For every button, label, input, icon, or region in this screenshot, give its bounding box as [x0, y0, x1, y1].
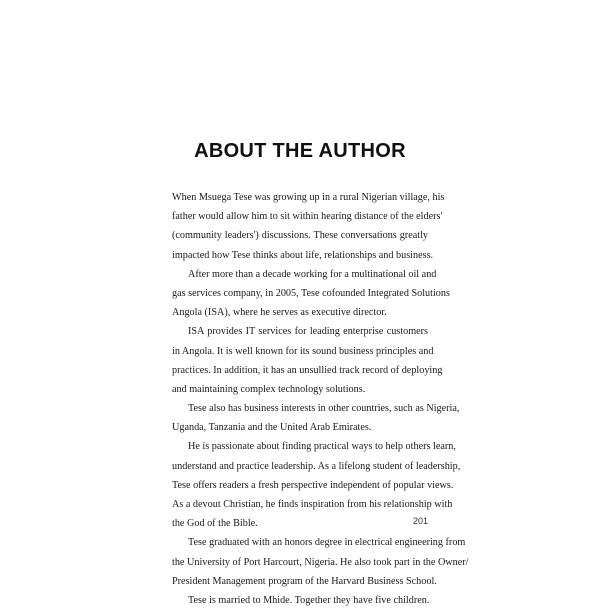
text-line: understand and practice leadership. As a lifelong student of leadership, [172, 460, 461, 472]
text-line: After more than a decade working for a multinational oil and [188, 268, 437, 280]
paragraph [172, 322, 443, 399]
text-line: father would allow him to sit within hearing distance of the elders' [172, 211, 443, 223]
text-line: Tese is married to Mhide. Together they have five children. [188, 594, 430, 606]
text-line: Tese also has business interests in other countries, such as Nigeria, [188, 403, 460, 415]
paragraph [172, 399, 460, 437]
text-line: impacted how Tese thinks about life, relationships and business. [172, 249, 434, 261]
page-title: ABOUT THE AUTHOR [194, 140, 406, 162]
text-line: the God of the Bible. [172, 518, 258, 530]
text-line: When Msuega Tese was growing up in a rural Nigerian village, his [172, 192, 445, 203]
text-line: gas services company, in 2005, Tese cofounded Integrated Solutions [172, 287, 450, 299]
paragraph [172, 188, 445, 265]
text-line: As a devout Christian, he finds inspiration from his relationship with [172, 499, 453, 510]
text-line: and maintaining complex technology solutions. [172, 383, 366, 395]
text-line: practices. In addition, it has an unsullied track record of deploying [172, 364, 443, 376]
paragraph [172, 533, 469, 591]
text-line: the University of Port Harcourt, Nigeria. He also took part in the Owner/ [172, 556, 469, 568]
paragraph [172, 265, 450, 323]
text-line: in Angola. It is well known for its sound business principles and [172, 345, 434, 357]
paragraph [172, 437, 461, 533]
text-line: ISA provides IT services for leading enterprise customers [188, 326, 428, 338]
body-text [172, 188, 469, 610]
paragraph [172, 591, 428, 610]
text-line: He is passionate about finding practical ways to help others learn, [188, 441, 456, 453]
text-line: Tese offers readers a fresh perspective independent of popular views. [172, 479, 454, 491]
text-line: Tese graduated with an honors degree in electrical engineering from [188, 537, 466, 549]
text-line: President Management program of the Harvard Business School. [172, 575, 437, 587]
text-line: (community leaders') discussions. These conversations greatly [172, 230, 428, 242]
page-number: 201 [412, 516, 428, 526]
text-line: Uganda, Tanzania and the United Arab Emirates. [172, 422, 372, 434]
text-line: Angola (ISA), where he serves as executive director. [172, 307, 387, 319]
